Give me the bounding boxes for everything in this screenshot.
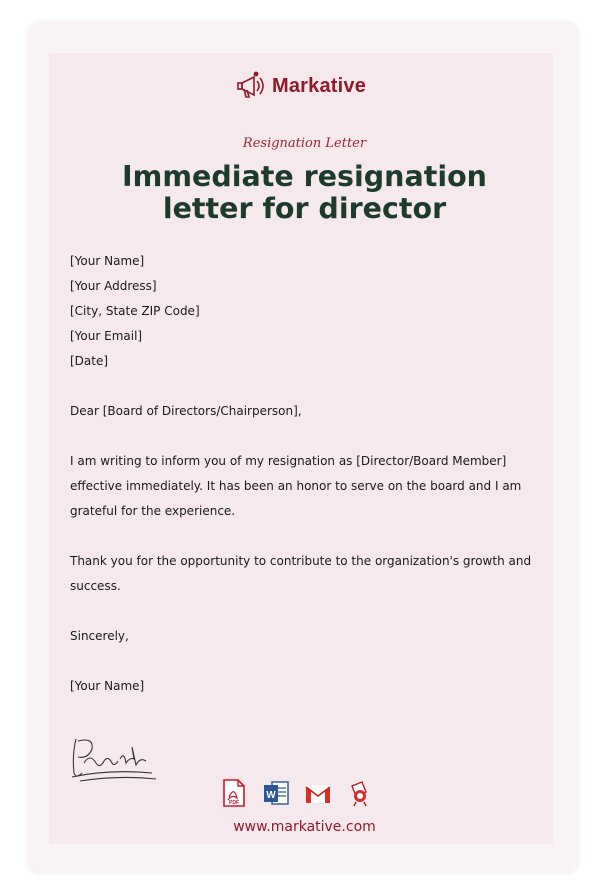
title-line-1: Immediate resignation — [122, 160, 487, 193]
brand-name: Markative — [272, 74, 367, 97]
website-link[interactable]: www.markative.com — [233, 819, 376, 835]
signature-name: [Your Name] — [70, 679, 145, 693]
svg-text:PDF: PDF — [229, 800, 239, 806]
print-icon[interactable] — [346, 778, 374, 808]
gmail-icon[interactable] — [304, 778, 332, 808]
paragraph-resignation: I am writing to inform you of my resignation as [Director/Board Member] effective immediately. It has been an honor to serve on the board and I am grateful for the experience. — [70, 454, 522, 518]
letter-kicker: Resignation Letter — [242, 136, 367, 151]
address-block — [70, 249, 540, 374]
address-line: [Your Name] — [70, 254, 145, 268]
title-line-2: letter for director — [162, 192, 447, 225]
closing: Sincerely, — [70, 629, 129, 643]
salutation: Dear [Board of Directors/Chairperson], — [70, 404, 302, 418]
pdf-icon[interactable] — [220, 778, 248, 808]
handwritten-signature — [68, 733, 160, 785]
letter-body — [70, 249, 540, 724]
address-line: [Your Email] — [70, 329, 143, 343]
download-options — [220, 778, 374, 808]
brand-logo[interactable] — [234, 68, 366, 104]
address-line: [Your Address] — [70, 279, 157, 293]
word-icon[interactable] — [262, 778, 290, 808]
address-line: [Date] — [70, 354, 109, 368]
address-line: [City, State ZIP Code] — [70, 304, 200, 318]
page-title — [0, 161, 609, 225]
megaphone-icon — [234, 69, 268, 103]
paragraph-thanks: Thank you for the opportunity to contribute to the organization's growth and success. — [70, 554, 532, 593]
svg-text:W: W — [266, 790, 276, 801]
